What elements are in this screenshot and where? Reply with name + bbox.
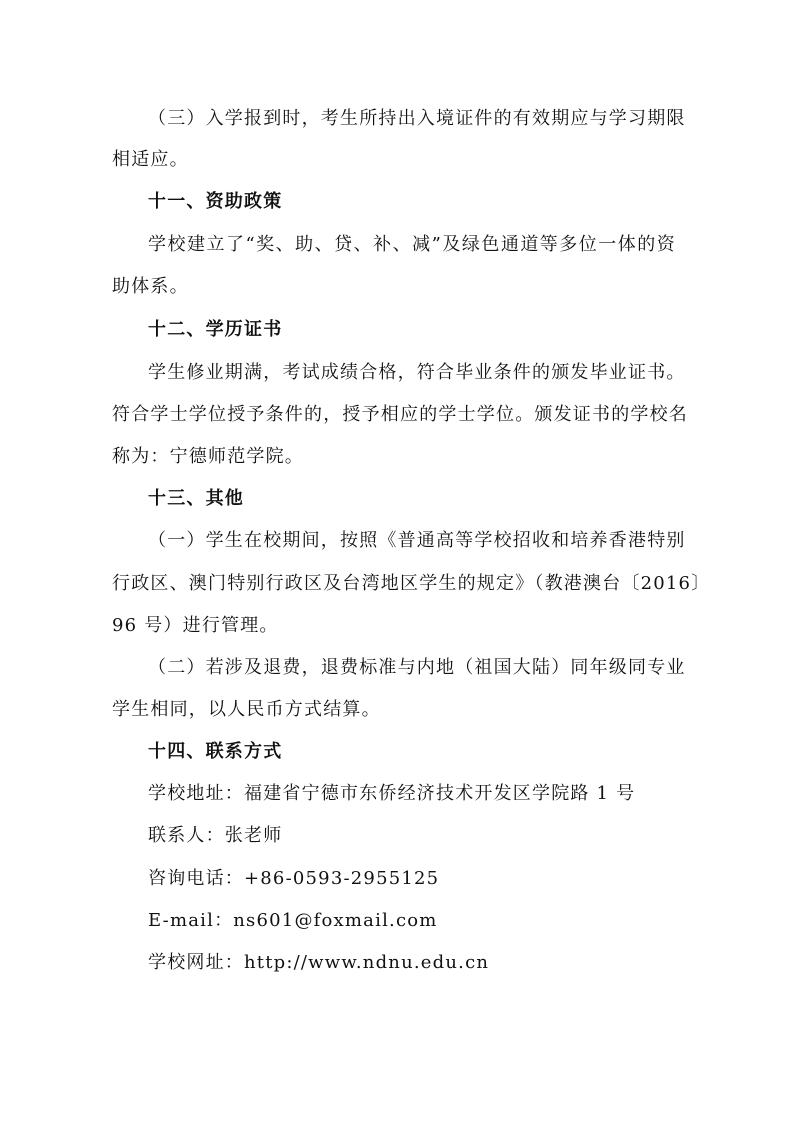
section-12-paragraph-line-1: 学生修业期满，考试成绩合格，符合毕业条件的颁发毕业证书。 [148, 362, 686, 383]
section-14-heading: 十四、联系方式 [148, 741, 283, 762]
section-12-paragraph-line-2: 符合学士学位授予条件的，授予相应的学士学位。颁发证书的学校名 [112, 404, 688, 425]
section-13-item-1-line-2: 行政区、澳门特别行政区及台湾地区学生的规定》（教港澳台〔2016〕 [112, 573, 711, 594]
section-13-item-1-line-3: 96 号）进行管理。 [112, 615, 279, 636]
section-12-paragraph-line-3: 称为：宁德师范学院。 [112, 446, 304, 467]
section-11-paragraph-line-1: 学校建立了“奖、助、贷、补、减”及绿色通道等多位一体的资 [148, 234, 676, 255]
section-12-heading: 十二、学历证书 [148, 319, 283, 340]
contact-person: 联系人：张老师 [148, 825, 283, 846]
contact-email: E-mail：ns601@foxmail.com [148, 910, 438, 931]
contact-website: 学校网址：http://www.ndnu.edu.cn [148, 952, 490, 973]
section-11-heading: 十一、资助政策 [148, 191, 283, 212]
section-13-item-1-line-1: （一）学生在校期间，按照《普通高等学校招收和培养香港特别 [148, 530, 686, 551]
section-13-heading: 十三、其他 [148, 488, 244, 509]
entry-item-3-line-2: 相适应。 [112, 149, 189, 170]
section-11-paragraph-line-2: 助体系。 [112, 276, 189, 297]
section-13-item-2-line-1: （二）若涉及退费，退费标准与内地（祖国大陆）同年级同专业 [148, 657, 686, 678]
section-13-item-2-line-2: 学生相同，以人民币方式结算。 [112, 699, 381, 720]
entry-item-3-line-1: （三）入学报到时，考生所持出入境证件的有效期应与学习期限 [148, 108, 686, 129]
contact-phone: 咨询电话：+86-0593-2955125 [148, 868, 440, 889]
contact-address: 学校地址：福建省宁德市东侨经济技术开发区学院路 1 号 [148, 783, 636, 804]
